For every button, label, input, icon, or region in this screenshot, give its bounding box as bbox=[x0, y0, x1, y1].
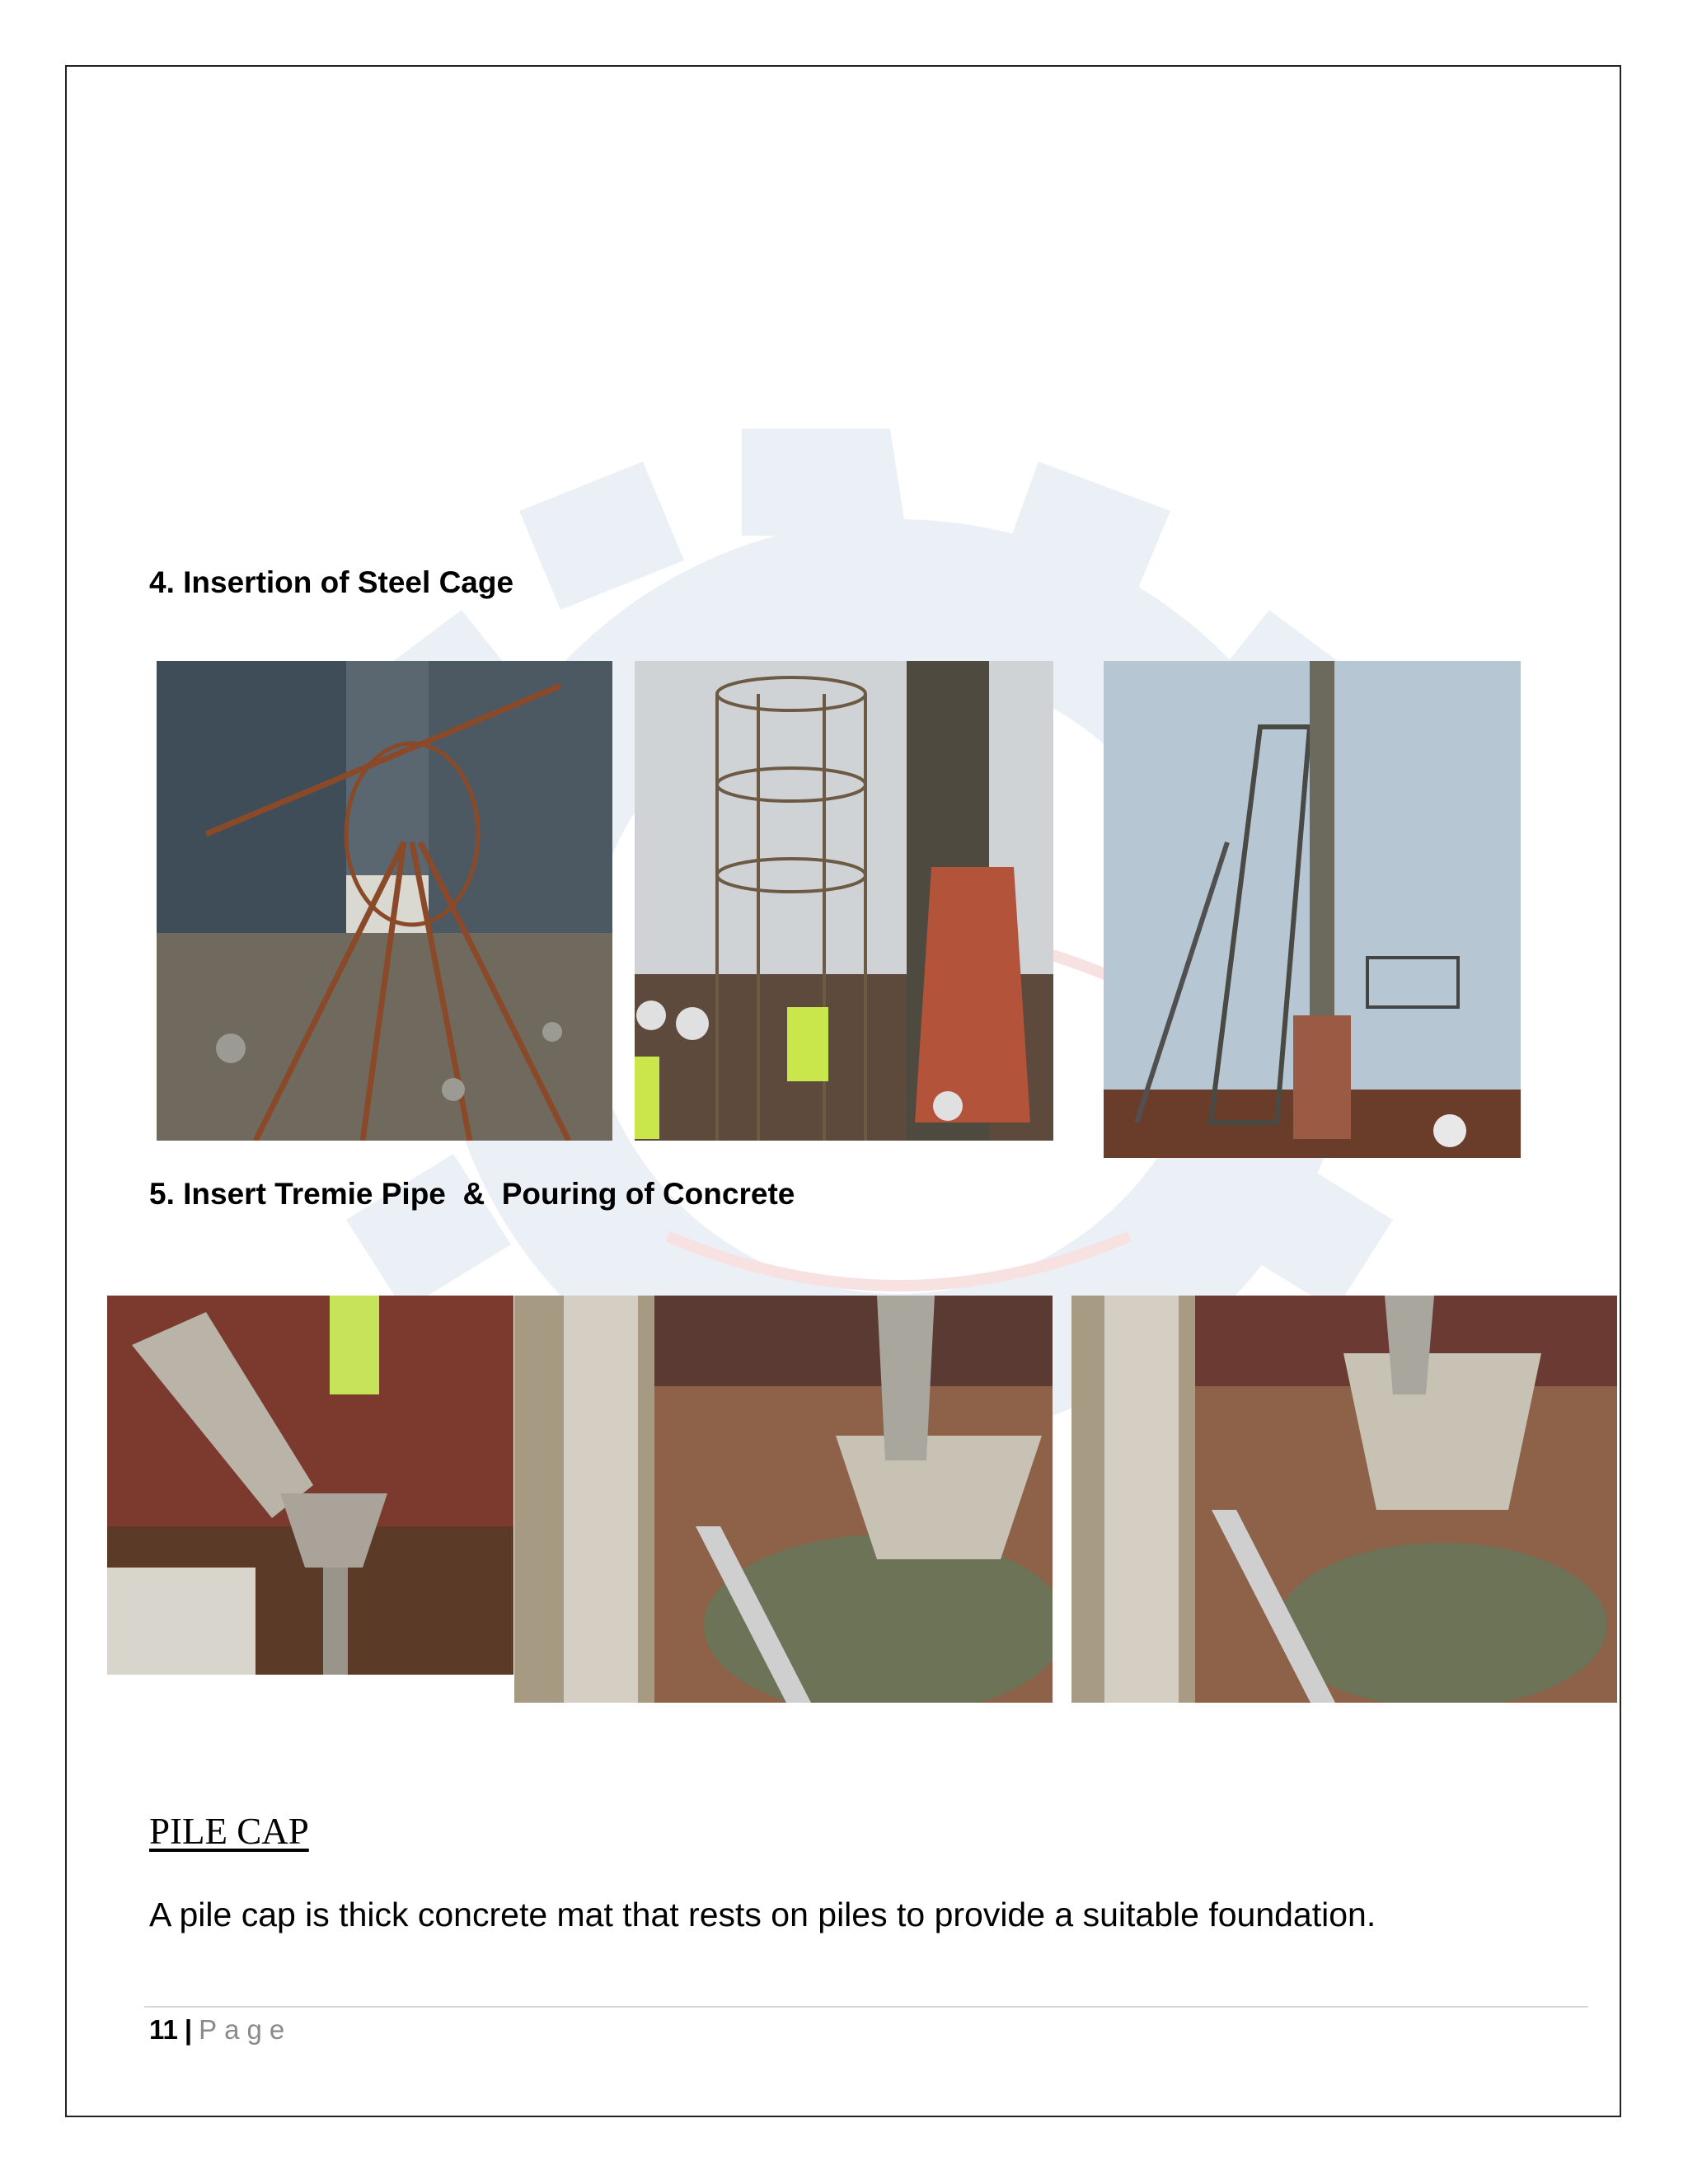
footer-divider bbox=[144, 2006, 1588, 2008]
tremie-concrete-photo bbox=[1071, 1296, 1617, 1703]
steel-cage-ground-photo bbox=[157, 661, 612, 1141]
tremie-funnel-photo bbox=[107, 1296, 513, 1675]
steel-cage-heading: 4. Insertion of Steel Cage bbox=[149, 565, 514, 599]
page-footer bbox=[149, 2014, 292, 2046]
steel-cage-lift-photo bbox=[635, 661, 1053, 1141]
page-number: 11 bbox=[149, 2014, 178, 2045]
pile-cap-description: A pile cap is thick concrete mat that rests on piles to provide a suitable foundation. bbox=[149, 1896, 1376, 1933]
footer-separator: | bbox=[184, 2014, 193, 2045]
steel-cage-rig-photo bbox=[1104, 661, 1521, 1158]
tremie-pour-photo bbox=[514, 1296, 1053, 1703]
pile-cap-title: PILE CAP bbox=[149, 1811, 309, 1852]
tremie-heading: 5. Insert Tremie Pipe & Pouring of Concrete bbox=[149, 1177, 795, 1211]
page-label: Page bbox=[199, 2014, 293, 2045]
